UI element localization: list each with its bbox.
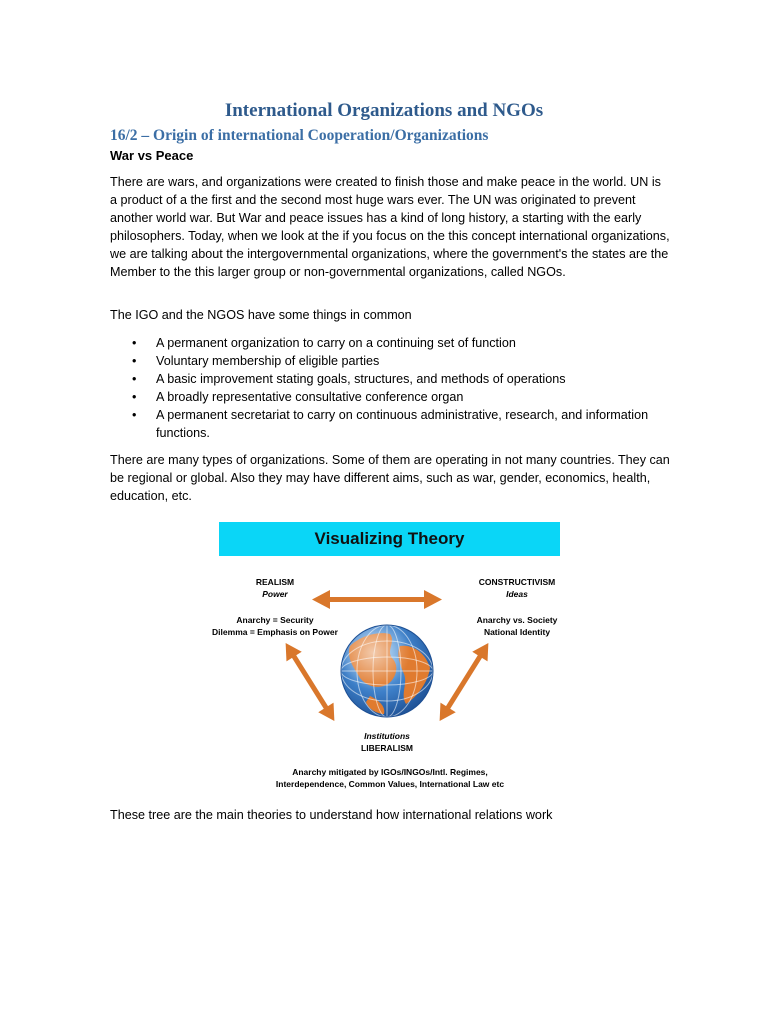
double-arrow-icon	[432, 638, 496, 726]
paragraph-theories: These tree are the main theories to understand how international relations work	[110, 808, 553, 822]
constructivism-name: CONSTRUCTIVISM	[478, 577, 556, 587]
list-item-text: A broadly representative consultative conference organ	[156, 390, 464, 404]
theory-figure	[200, 518, 580, 788]
bullet-icon: •	[132, 336, 137, 350]
list-item	[110, 352, 670, 370]
list-item	[110, 334, 670, 352]
liberalism-name: LIBERALISM	[361, 743, 413, 753]
double-arrow-icon	[312, 590, 442, 609]
list-item-text: A basic improvement stating goals, structures, and methods of operations	[156, 372, 566, 386]
realism-notes	[200, 614, 350, 638]
bullet-icon: •	[132, 390, 137, 404]
section-heading: War vs Peace	[110, 148, 194, 163]
realism-focus: Power	[262, 589, 288, 599]
constructivism-notes	[452, 614, 582, 638]
paragraph-common: The IGO and the NGOS have some things in common	[110, 308, 412, 322]
bullet-list	[110, 334, 670, 442]
liberalism-line-1: Anarchy mitigated by IGOs/INGOs/Intl. Regimes,	[292, 767, 488, 777]
constructivism-block	[452, 576, 582, 600]
document-title: International Organizations and NGOs	[224, 100, 544, 121]
paragraph-intro: There are wars, and organizations were created to finish those and make peace in the world. UN is a product of a the first and the second most huge wars ever. The UN was originated to prevent another world war. But War and peace issues has a kind of long history, a starting with the early philosophers. Today, when we look at the if you focus on the this concept international organizations, we are talking about the intergovernmental organizations, where the government's the states are the Member to the this larger group or non-governmental organizations, called NGOs.	[110, 175, 670, 279]
bullet-icon: •	[132, 408, 137, 422]
realism-line-2: Dilemma = Emphasis on Power	[212, 627, 338, 637]
liberalism-focus: Institutions	[364, 731, 410, 741]
constructivism-line-2: National Identity	[483, 627, 551, 637]
list-item-text: A permanent organization to carry on a continuing set of function	[156, 336, 516, 350]
realism-name: REALISM	[255, 577, 295, 587]
bullet-icon: •	[132, 372, 137, 386]
constructivism-focus: Ideas	[506, 589, 528, 599]
liberalism-notes	[240, 766, 540, 790]
paragraph-types: There are many types of organizations. Some of them are operating in not many countries. They can be regional or global. Also they may have different aims, such as war, gender, economics, health, education, etc.	[110, 453, 670, 503]
constructivism-line-1: Anarchy vs. Society	[476, 615, 558, 625]
globe-icon	[341, 625, 433, 717]
list-item-text: A permanent secretariat to carry on continuous administrative, research, and information functions.	[156, 408, 649, 440]
realism-block	[220, 576, 330, 600]
list-item	[110, 370, 670, 388]
double-arrow-icon	[278, 638, 342, 726]
list-item	[110, 406, 670, 442]
liberalism-line-2: Interdependence, Common Values, International Law etc	[275, 779, 505, 789]
bullet-icon: •	[132, 354, 137, 368]
realism-line-1: Anarchy = Security	[236, 615, 314, 625]
document-subtitle: 16/2 – Origin of international Cooperation/Organizations	[110, 127, 489, 144]
figure-banner: Visualizing Theory	[219, 522, 560, 556]
list-item-text: Voluntary membership of eligible parties	[156, 354, 380, 368]
list-item	[110, 388, 670, 406]
liberalism-block	[332, 730, 442, 754]
